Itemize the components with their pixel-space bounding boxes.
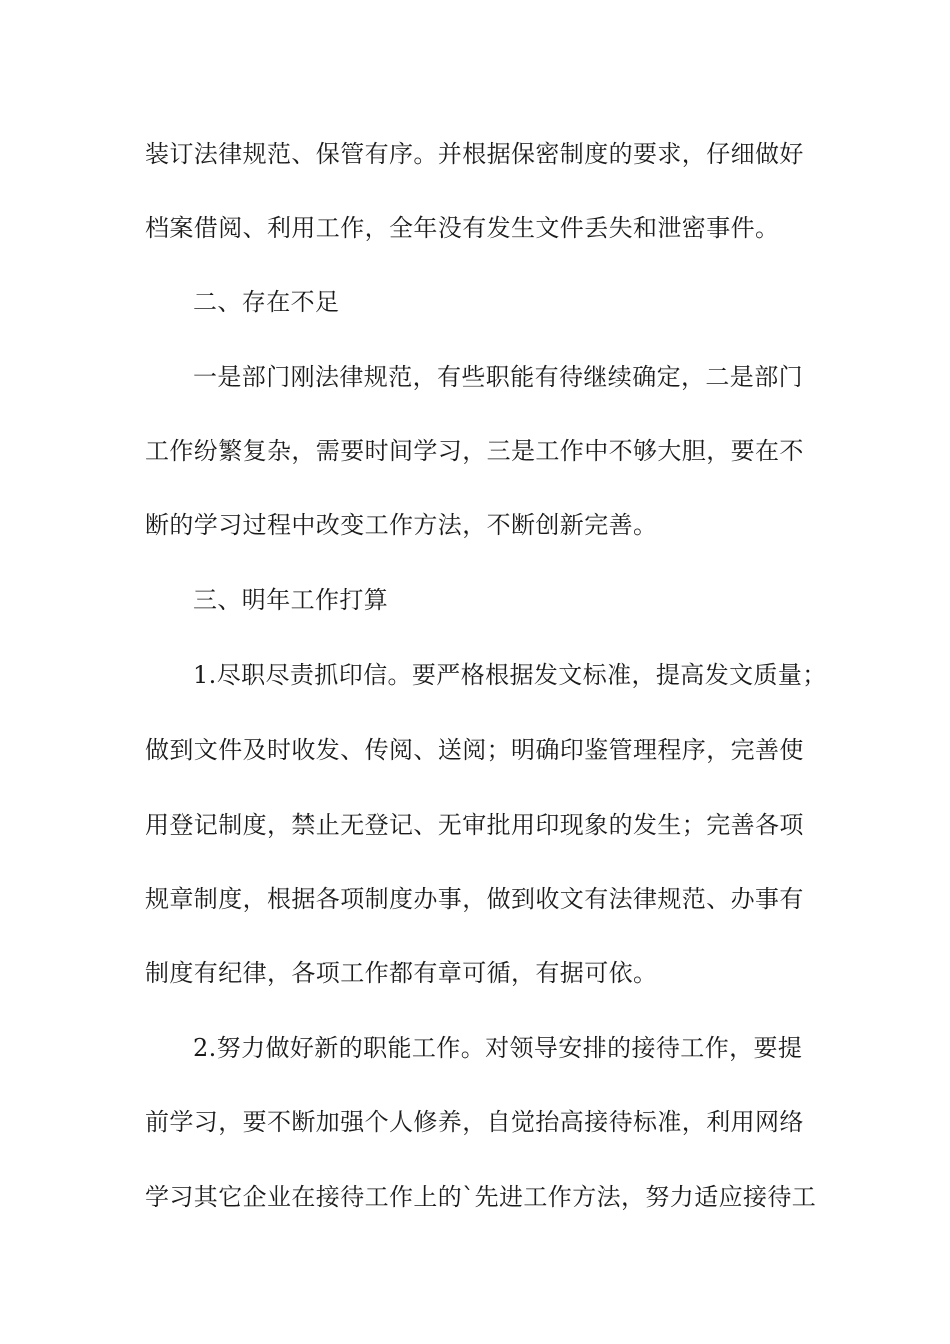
- section-heading: 三、明年工作打算: [193, 586, 389, 614]
- body-text-line: 做到文件及时收发、传阅、送阅；明确印鉴管理程序，完善使: [145, 736, 804, 764]
- body-text-line: 制度有纪律，各项工作都有章可循，有据可依。: [145, 959, 658, 987]
- body-text-line: 前学习，要不断加强个人修养，自觉抬高接待标准，利用网络: [145, 1108, 804, 1136]
- paragraph-first-line: 1.尽职尽责抓印信。要严格根据发文标准，提高发文质量；: [193, 661, 827, 689]
- paragraph-first-line: 一是部门刚法律规范，有些职能有待继续确定，二是部门: [193, 363, 803, 391]
- body-text-line: 用登记制度，禁止无登记、无审批用印现象的发生；完善各项: [145, 811, 804, 839]
- body-text-line: 规章制度，根据各项制度办事，做到收文有法律规范、办事有: [145, 885, 804, 913]
- body-text-line: 断的学习过程中改变工作方法，不断创新完善。: [145, 511, 658, 539]
- body-text-line: 工作纷繁复杂，需要时间学习，三是工作中不够大胆，要在不: [145, 437, 804, 465]
- body-text-line: 学习其它企业在接待工作上的`先进工作方法，努力适应接待工: [145, 1183, 817, 1211]
- body-text-line: 档案借阅、利用工作，全年没有发生文件丢失和泄密事件。: [145, 214, 780, 242]
- paragraph-first-line: 2.努力做好新的职能工作。对领导安排的接待工作，要提: [193, 1034, 803, 1062]
- body-text-line: 装订法律规范、保管有序。并根据保密制度的要求，仔细做好: [145, 140, 804, 168]
- section-heading: 二、存在不足: [193, 288, 340, 316]
